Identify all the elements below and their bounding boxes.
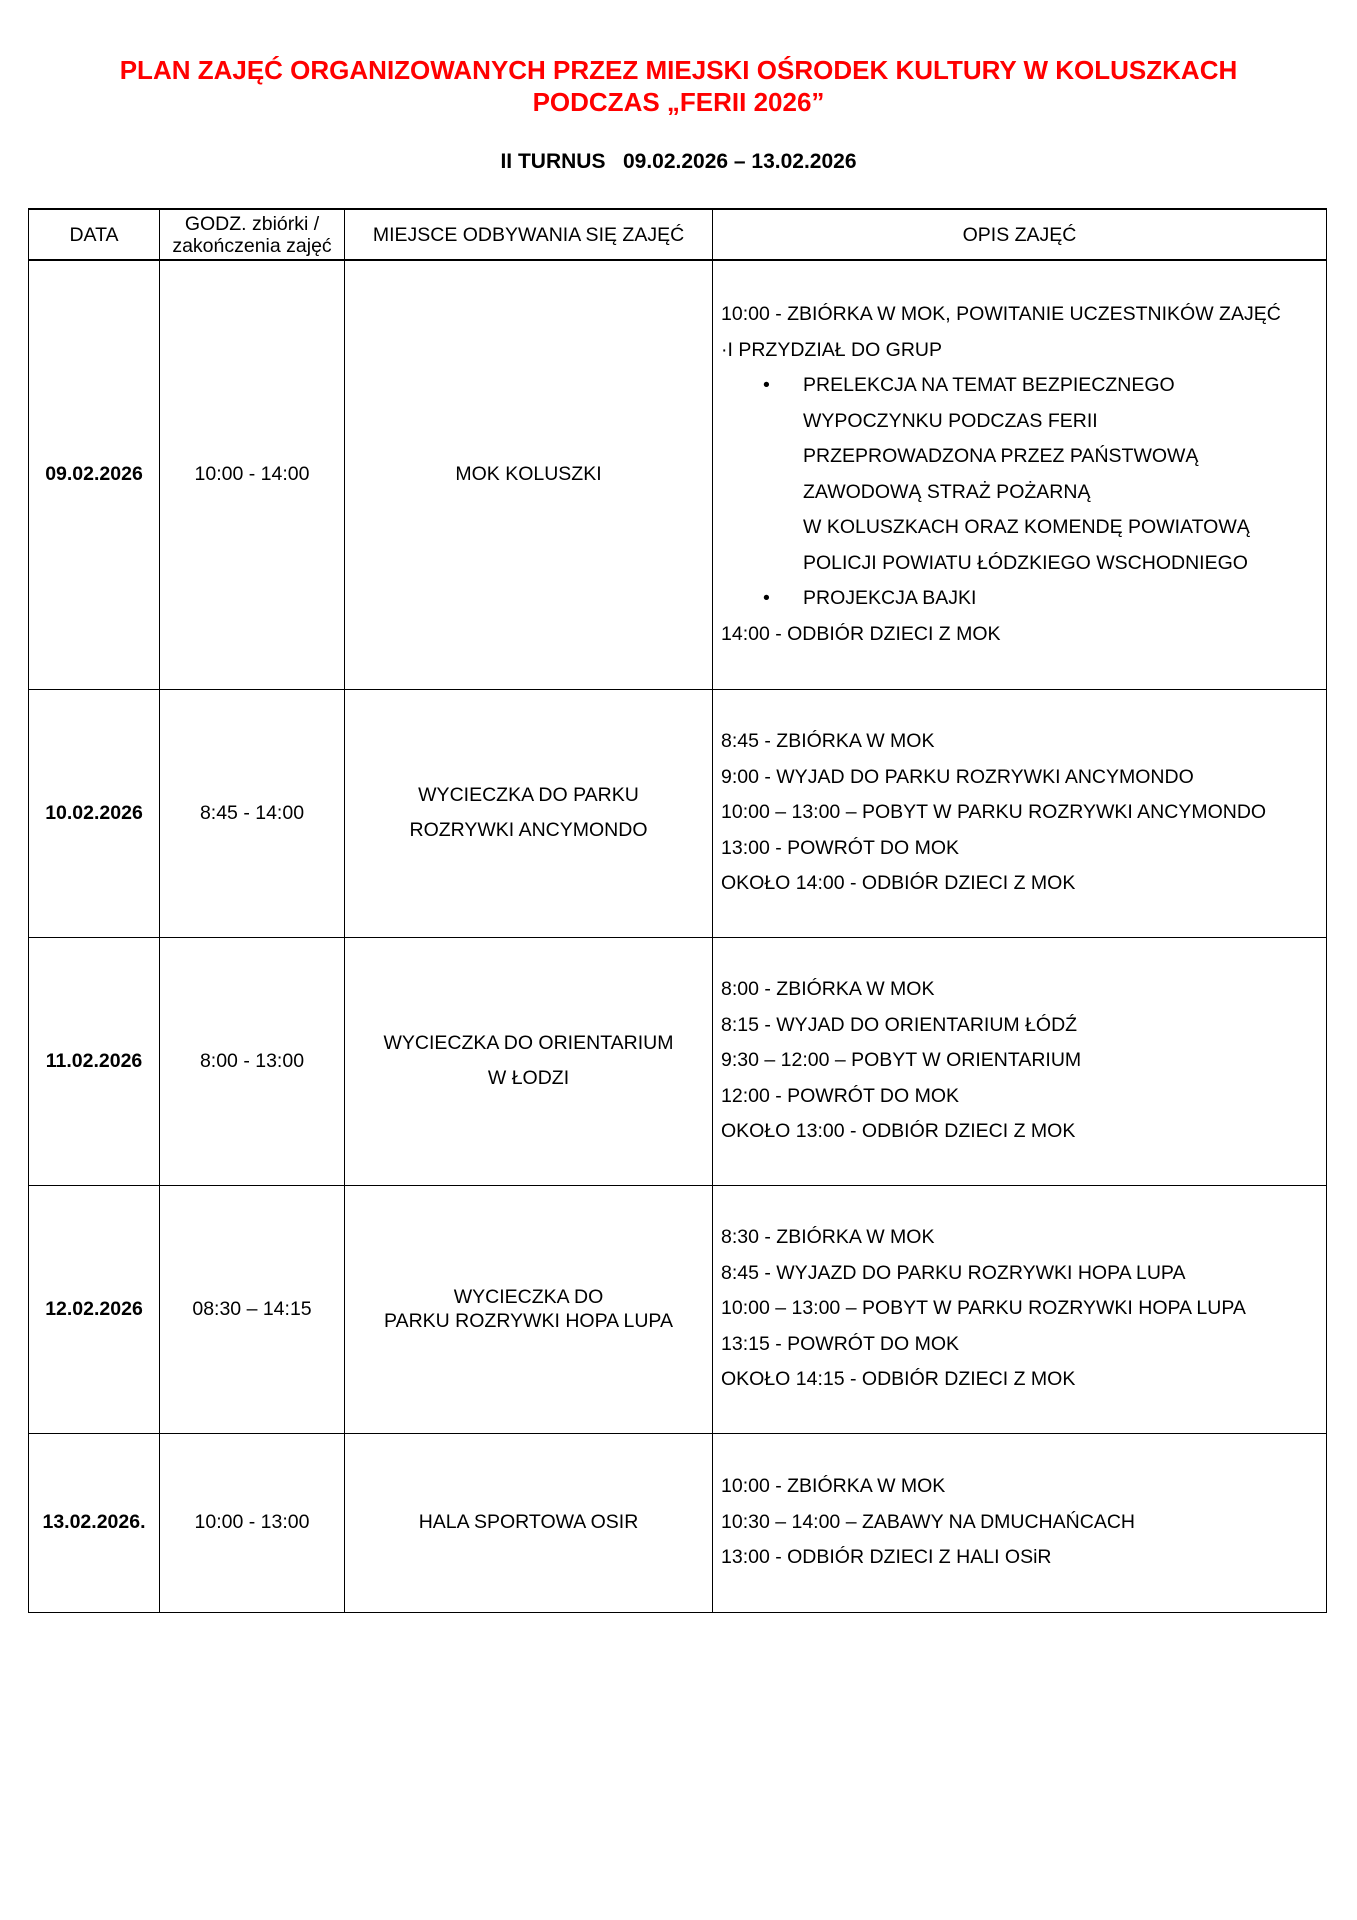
header-description: OPIS ZAJĘĆ [713, 209, 1327, 260]
bullet-line: POLICJI POWIATU ŁÓDZKIEGO WSCHODNIEGO [803, 551, 1248, 574]
row-place: HALA SPORTOWA OSIR [345, 1433, 713, 1612]
bullet-line: PRZEPROWADZONA PRZEZ PAŃSTWOWĄ [803, 445, 1199, 468]
place-line: WYCIECZKA DO [453, 1286, 604, 1308]
row-place [345, 1185, 713, 1433]
desc-line: 9:00 - WYJAD DO PARKU ROZRYWKI ANCYMONDO [721, 765, 1194, 788]
desc-line: OKOŁO 13:00 - ODBIÓR DZIECI Z MOK [721, 1120, 1076, 1143]
title-line-1: PLAN ZAJĘĆ ORGANIZOWANYCH PRZEZ MIEJSKI OŚRODEK KULTURY W KOLUSZKACH [119, 55, 1238, 85]
row-description [713, 1185, 1327, 1433]
desc-line: 13:00 - ODBIÓR DZIECI Z HALI OSiR [721, 1546, 1052, 1569]
place-line: ROZRYWKI ANCYMONDO [409, 819, 648, 841]
table-row [29, 1433, 1327, 1612]
row-place [345, 937, 713, 1185]
desc-line: 8:15 - WYJAD DO ORIENTARIUM ŁÓDŹ [721, 1013, 1078, 1036]
bullet-line: WYPOCZYNKU PODCZAS FERII [803, 409, 1098, 432]
desc-line: 8:00 - ZBIÓRKA W MOK [721, 978, 935, 1001]
header-place: MIEJSCE ODBYWANIA SIĘ ZAJĘĆ [345, 209, 713, 260]
row-date: 12.02.2026 [29, 1185, 160, 1433]
row-hours: 10:00 - 14:00 [160, 260, 345, 689]
bullet-line: ZAWODOWĄ STRAŻ POŻARNĄ [803, 480, 1091, 503]
table-row [29, 1185, 1327, 1433]
desc-line: 12:00 - POWRÓT DO MOK [721, 1084, 960, 1107]
desc-line: 10:30 – 14:00 – ZABAWY NA DMUCHAŃCACH [721, 1510, 1135, 1533]
desc-line: 10:00 - ZBIÓRKA W MOK [721, 1475, 946, 1498]
header-hours-line-1: GODZ. zbiórki / [184, 212, 320, 235]
desc-line: OKOŁO 14:00 - ODBIÓR DZIECI Z MOK [721, 872, 1076, 895]
row-date: 11.02.2026 [29, 937, 160, 1185]
row-hours: 10:00 - 13:00 [160, 1433, 345, 1612]
place-line: WYCIECZKA DO ORIENTARIUM [383, 1032, 674, 1054]
desc-line: 13:15 - POWRÓT DO MOK [721, 1332, 960, 1355]
desc-line: 8:45 - WYJAZD DO PARKU ROZRYWKI HOPA LUPA [721, 1261, 1186, 1284]
place-line: PARKU ROZRYWKI HOPA LUPA [384, 1310, 673, 1332]
bullet-line: • PROJEKCJA BAJKI [803, 587, 977, 610]
desc-line: 13:00 - POWRÓT DO MOK [721, 836, 960, 859]
header-date: DATA [29, 209, 160, 260]
turnus-heading: II TURNUS 09.02.2026 – 13.02.2026 [500, 150, 857, 173]
header-hours [160, 209, 345, 260]
bullet-line: • PRELEKCJA NA TEMAT BEZPIECZNEGO [803, 374, 1175, 397]
desc-line: 10:00 – 13:00 – POBYT W PARKU ROZRYWKI HOPA LUPA [721, 1297, 1246, 1320]
bullet-line: W KOLUSZKACH ORAZ KOMENDĘ POWIATOWĄ [803, 516, 1250, 539]
desc-line: OKOŁO 14:15 - ODBIÓR DZIECI Z MOK [721, 1368, 1076, 1391]
desc-line: 10:00 - ZBIÓRKA W MOK, POWITANIE UCZESTNIKÓW ZAJĘĆ [721, 303, 1281, 326]
row-hours: 8:45 - 14:00 [160, 689, 345, 937]
title-line-2: PODCZAS „FERII 2026” [532, 87, 825, 117]
desc-line: 8:30 - ZBIÓRKA W MOK [721, 1226, 935, 1249]
desc-line: 9:30 – 12:00 – POBYT W ORIENTARIUM [721, 1049, 1082, 1072]
place-line: W ŁODZI [487, 1067, 570, 1089]
row-hours: 8:00 - 13:00 [160, 937, 345, 1185]
bullet-item [721, 368, 1325, 404]
schedule-table [28, 208, 1327, 1613]
row-date: 13.02.2026. [29, 1433, 160, 1612]
row-place [345, 689, 713, 937]
table-row [29, 260, 1327, 689]
table-row [29, 937, 1327, 1185]
row-place: MOK KOLUSZKI [345, 260, 713, 689]
place-line: WYCIECZKA DO PARKU [418, 784, 639, 806]
row-description [713, 1433, 1327, 1612]
table-header-row [29, 209, 1327, 260]
desc-line: 14:00 - ODBIÓR DZIECI Z MOK [721, 622, 1001, 645]
header-hours-line-2: zakończenia zajęć [172, 234, 332, 257]
table-row [29, 689, 1327, 937]
row-date: 10.02.2026 [29, 689, 160, 937]
desc-line: 8:45 - ZBIÓRKA W MOK [721, 730, 935, 753]
desc-line: 10:00 – 13:00 – POBYT W PARKU ROZRYWKI ANCYMONDO [721, 801, 1267, 824]
row-description [713, 937, 1327, 1185]
row-date: 09.02.2026 [29, 260, 160, 689]
row-hours: 08:30 – 14:15 [160, 1185, 345, 1433]
bullet-item [721, 581, 1325, 617]
row-description [713, 689, 1327, 937]
document-title [0, 54, 1357, 118]
desc-line: ·I PRZYDZIAŁ DO GRUP [721, 338, 943, 361]
row-description [713, 260, 1327, 689]
